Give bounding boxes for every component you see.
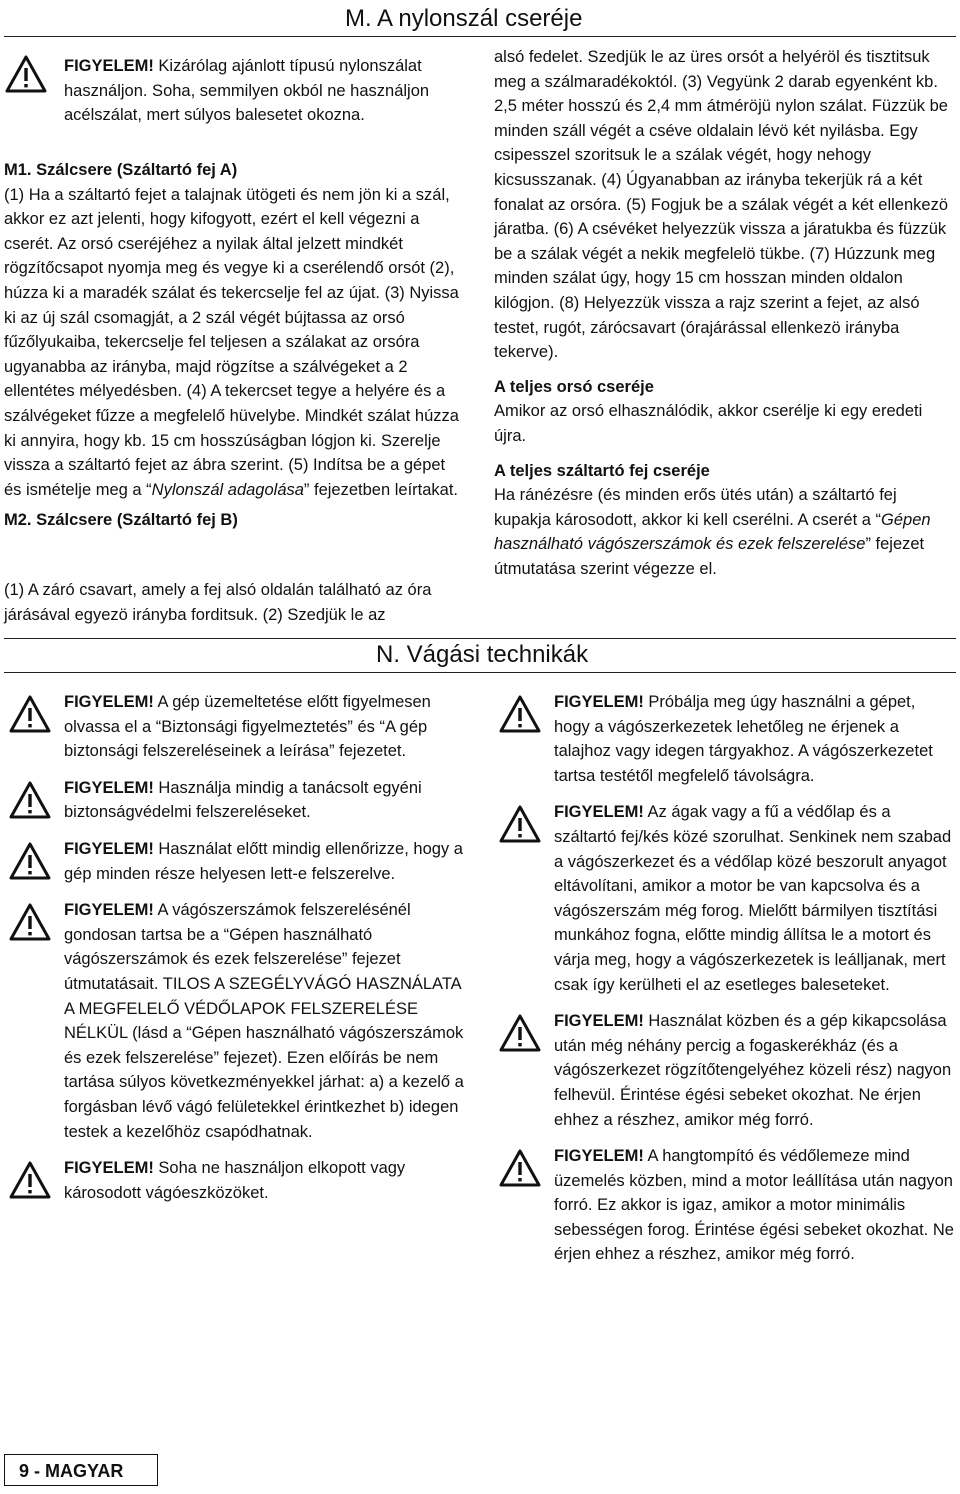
warning-item bbox=[494, 1144, 954, 1267]
warning-triangle-icon bbox=[8, 780, 52, 820]
section-m-title: M. A nylonszál cseréje bbox=[345, 5, 583, 32]
warning-text: A gép üzemeltetése előtt figyelmesen olvassa el a “Biztonsági figyelmeztetés” és “A gép biztonsági felszereléseinek a leírása” fejezetet. bbox=[64, 693, 431, 761]
section-m-warning bbox=[64, 54, 464, 128]
n-left-warning-list bbox=[4, 690, 466, 1205]
warning-triangle-icon bbox=[4, 54, 48, 94]
warning-paragraph bbox=[64, 837, 464, 886]
section-m-right-column bbox=[494, 45, 954, 581]
section-n-rule-bottom bbox=[4, 672, 956, 673]
warning-label: FIGYELEM! bbox=[64, 839, 154, 858]
warning-triangle-icon bbox=[498, 694, 542, 734]
warning-item bbox=[4, 837, 466, 886]
warning-paragraph bbox=[554, 800, 954, 997]
spool-text: Amikor az orsó elhasználódik, akkor cserélje ki egy eredeti újra. bbox=[494, 402, 923, 445]
section-n-left-column bbox=[4, 690, 466, 1205]
warning-paragraph bbox=[64, 776, 464, 825]
m2-heading: M2. Szálcsere (Száltartó fej B) bbox=[4, 511, 238, 530]
section-m-left-column bbox=[4, 48, 466, 533]
warning-label: FIGYELEM! bbox=[554, 803, 644, 822]
warning-item bbox=[4, 776, 466, 825]
warning-triangle-icon bbox=[8, 902, 52, 942]
warning-text: Próbálja meg úgy használni a gépet, hogy a vágószerkezetek lehetőleg ne érjenek a talajhoz vagy idegen tárgyakhoz. A vágószerkezetet tartsa testétől megfelelő távolságra. bbox=[554, 693, 933, 785]
head-text bbox=[494, 483, 954, 581]
head-text-a: Ha ránézésre (és minden erős ütés után) a száltartó fej kupakja károsodott, akkor ki kell cserélni. A cserét a “ bbox=[494, 486, 897, 529]
warning-text: Használat közben és a gép kikapcsolása után még néhány percig a fogaskerékház (és a vágószerkezet rögzítőtengelyéhez közeli rész) nagyon felhevül. Érintése égési sebeket okozhat. Ne érjen ehhez a részhez, amikor még forró. bbox=[554, 1012, 952, 1129]
warning-item bbox=[494, 800, 954, 997]
section-n-title: N. Vágási technikák bbox=[376, 641, 589, 668]
warning-triangle-icon bbox=[498, 1148, 542, 1188]
warning-triangle-icon bbox=[8, 694, 52, 734]
footer-text: 9 - MAGYAR bbox=[19, 1461, 124, 1481]
warning-text: Az ágak vagy a fű a védőlap és a száltartó fej/kés közé szorulhat. Senkinek nem szabad a vágószerkezet és a védőlap közé beszorult anyagot eltávolítani, amikor a motor be van kapcsolva és a vágószerszám még forog. Mielőtt bármilyen tisztítási munkához fogna, előtte mindig állítsa le a motort és várja meg, hogy a vágószerkezetek is leálljanak, mert csak így kerülheti el az esetleges baleseteket. bbox=[554, 803, 952, 994]
warning-label: FIGYELEM! bbox=[554, 1147, 644, 1166]
warning-label: FIGYELEM! bbox=[554, 1012, 644, 1031]
section-n-right-column bbox=[494, 690, 954, 1267]
warning-label: FIGYELEM! bbox=[64, 778, 154, 797]
warning-label: FIGYELEM! bbox=[64, 1159, 154, 1178]
warning-paragraph bbox=[64, 1156, 464, 1205]
warning-triangle-icon bbox=[498, 1013, 542, 1053]
m1-paragraph: (1) Ha a száltartó fejet a talajnak ütögeti és nem jön ki a szál, akkor ez azt jelenti, hogy kifogyott, ezért el kell végezni a cserét. Az orsó cseréjéhez a nyilak által jelzett mindkét rögzítőcsapot nyomja meg és vegye ki a cserélendő orsót (2), húzza ki a maradék szálat és tekercselje fel az újat. (3) Nyissa ki az új szál csomagját, a 2 szál végét bújtassa az orsó fűzőlyukaiba, tekercselje fel teljesen a szálakat az orsóra ugyanabba az irányba, majd rögzítse a szálvégeket a 2 ellentétes mélyedésben. (4) A tekercset tegye a helyére és a szálvégeket fűzze a megfelelő hüvelybe. Mindkét szálat húzza ki annyira, hogy kb. 15 cm hosszúságban lógjon ki. Szerelje vissza a száltartó fejet az ábra szerint. (5) Indítsa be a gépet és ismételje meg a “Nylonszál adagolása” fejezetben leírtakat. bbox=[4, 185, 459, 499]
warning-triangle-icon bbox=[498, 804, 542, 844]
warning-triangle-icon bbox=[8, 841, 52, 881]
warning-label: FIGYELEM! bbox=[64, 693, 154, 711]
m1-heading: M1. Szálcsere (Száltartó fej A) bbox=[4, 161, 238, 179]
m1-ital: Nylonszál adagolása bbox=[151, 480, 304, 499]
warning-text: Használja mindig a tanácsolt egyéni biztonságvédelmi felszereléseket. bbox=[64, 778, 422, 822]
warning-paragraph bbox=[64, 690, 464, 764]
spool-heading: A teljes orsó cseréje bbox=[494, 377, 654, 396]
warning-item bbox=[4, 690, 466, 764]
warning-text: Soha ne használjon elkopott vagy károsodott vágóeszközöket. bbox=[64, 1159, 406, 1202]
warning-item bbox=[494, 1009, 954, 1132]
warning-paragraph bbox=[554, 1009, 954, 1132]
m2-text-right: alsó fedelet. Szedjük le az üres orsót a helyéröl és tisztitsuk meg a szálmaradékoktól. (3) Vegyünk 2 darab egyenként kb. 2,5 méter hosszú és 2,4 mm átméröjü nylon szálat. Füzzük be minden száll végét a cséve oldalain lévö két nyilásba. Egy csipesszel szoritsuk le a szálak végét, hogy nehogy kicsusszanak. (4) Úgyanabban az irányba tekerjük rá a két fonalat az orsóra. (5) Fogjuk be a szálak végét a két ellenkezö járatba. (6) A csévéket helyezzük vissza a járatukba és füzzük be a szálak végét a nekik megfelelö tükbe. (7) Húzzunk meg minden szálat úgy, hogy 15 cm hosszan minden oldalon kilógjon. (8) Helyezzük vissza a rajz szerint a fejet, az alsó testet, rugót, zárócsavart (órajárással ellenkezö irányba tekerve). bbox=[494, 48, 948, 362]
warning-text: A hangtompító és védőlemeze mind üzemelés közben, mind a motor leállítása után nagyon forró. Ez akkor is igaz, amikor a motor minimális sebességen forog. Érintése égési sebeket okozhat. Ne érjen ehhez a részhez, amikor még forró. bbox=[554, 1147, 954, 1264]
section-n-rule-top bbox=[4, 638, 956, 639]
m2-text-left: (1) A záró csavart, amely a fej alsó oldalán található az óra járásával egyezö irányba forditsuk. (2) Szedjük le az bbox=[4, 581, 432, 624]
warning-paragraph bbox=[554, 1144, 954, 1267]
warning-label: FIGYELEM! bbox=[554, 693, 644, 711]
head-heading: A teljes száltartó fej cseréje bbox=[494, 461, 710, 480]
warning-paragraph bbox=[554, 690, 954, 788]
m1-end: fejezetben leírtakat. bbox=[309, 480, 459, 499]
warning-label: FIGYELEM! bbox=[64, 901, 154, 920]
warning-text: A vágószerszámok felszerelésénél gondosan tartsa be a “Gépen használható vágószerszámok és ezek felszerelése” fejezet útmutatásait. TILOS A SZEGÉLYVÁGÓ HASZNÁLATA A MEGFELELŐ VÉDŐLAPOK FELSZERELÉSE NÉLKÜL (lásd a “Gépen használható vágószerszámok és ezek felszerelése” fejezet). Ezen előírás be nem tartása súlyos következményekkel járhat: a) a kezelő a forgásban lévő vágó felületekkel érintkezhet b) idegen testek a kezelőhöz csapódhatnak. bbox=[64, 901, 464, 1141]
head-text-ital: Gépen használható vágószerszámok és ezek felszerelése bbox=[494, 510, 931, 554]
m1-text: (1) Ha a száltartó fejet a talajnak ütögeti és nem jön ki a szál, akkor ez azt jelenti, hogy kifogyott, ezért el kell végezni a cserét. Az orsó cseréjéhez a nyilak által jelzett mindkét rögzítőcsapot nyomja meg és vegye ki a cserélendő orsót (2), húzza ki a maradék szálat és tekercselje fel az újat. (3) Nyissa ki az új szál csomagját, a 2 szál végét bújtassa az orsó fűzőlyukaiba, tekercselje fel teljesen a szálakat az orsóra ugyanabba az irányba, majd rögzítse a szálvégeket a 2 ellentétes mélyedésben. (4) A tekercset tegye a helyére és a szálvégeket fűzze a megfelelő hüvelybe. Mindkét szálat húzza ki annyira, hogy kb. 15 cm hosszúságban lógjon ki. Szerelje vissza a száltartó fejet az ábra szerint. (5) Indítsa be a gépet és ismételje meg a bbox=[4, 185, 459, 499]
warning-item bbox=[4, 898, 466, 1144]
page-footer bbox=[4, 1454, 158, 1486]
warning-label: FIGYELEM! bbox=[64, 57, 154, 75]
n-right-warning-list bbox=[494, 690, 954, 1267]
m2-left-part bbox=[4, 578, 466, 627]
warning-triangle-icon bbox=[8, 1160, 52, 1200]
warning-item bbox=[4, 1156, 466, 1205]
warning-text: Használat előtt mindig ellenőrizze, hogy a gép minden része helyesen lett-e felszerelve. bbox=[64, 839, 463, 883]
section-m-rule-top bbox=[4, 36, 956, 37]
head-text-end: ” fejezet útmutatása szerint végezze el. bbox=[494, 535, 925, 578]
warning-text: Kizárólag ajánlott típusú nylonszálat használjon. Soha, semmilyen okból ne használjon acélszálat, mert súlyos balesetet okozna. bbox=[64, 57, 430, 125]
warning-item bbox=[494, 690, 954, 788]
warning-paragraph bbox=[64, 898, 464, 1144]
